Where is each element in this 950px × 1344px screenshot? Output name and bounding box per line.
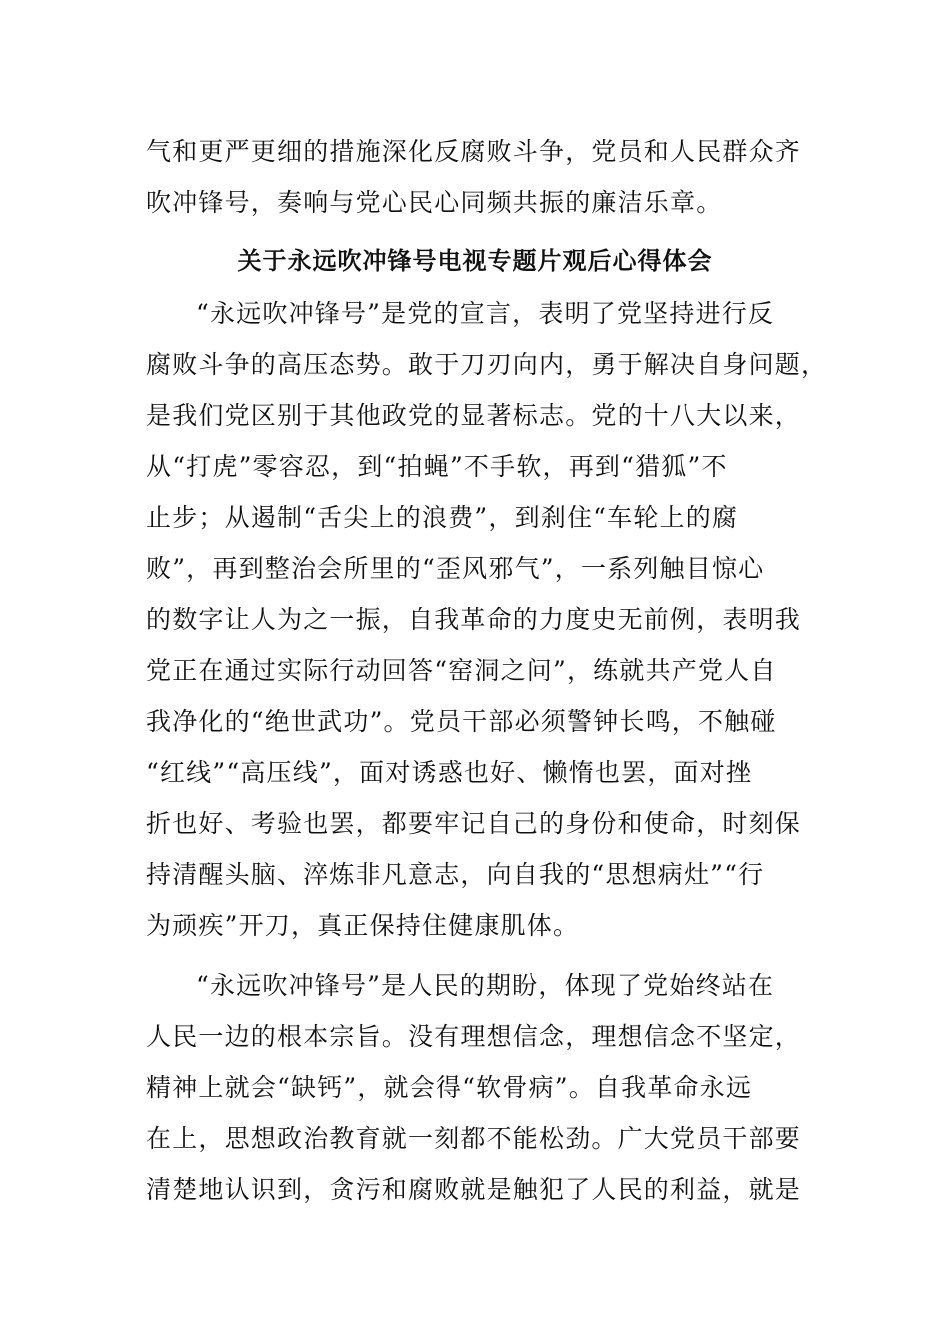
- text-line: 持清醒头脑、淬炼非凡意志，向自我的“思想病灶”“行: [146, 860, 765, 889]
- text-line: 从“打虎”零容忍，到“拍蝇”不手软，再到“猎狐”不: [146, 452, 728, 481]
- text-line: 清楚地认识到，贪污和腐败就是触犯了人民的利益，就是: [146, 1175, 802, 1204]
- article-heading: 关于永远吹冲锋号电视专题片观后心得体会: [237, 247, 713, 275]
- text-line: 为顽疾”开刀，真正保持住健康肌体。: [146, 911, 580, 940]
- text-line: 人民一边的根本宗旨。没有理想信念，理想信念不坚定，: [146, 1022, 802, 1051]
- text-line: 党正在通过实际行动回答“窑洞之问”，练就共产党人自: [146, 656, 777, 685]
- text-line: 气和更严更细的措施深化反腐败斗争，党员和人民群众齐: [146, 137, 802, 166]
- text-line: 精神上就会“缺钙”，就会得“软骨病”。自我革命永远: [146, 1073, 753, 1102]
- text-line: “红线”“高压线”，面对诱惑也好、懒惰也罢，面对挫: [146, 758, 753, 787]
- continuation-paragraph: [146, 126, 802, 228]
- text-line: 止步；从遏制“舌尖上的浪费”，到刹住“车轮上的腐: [146, 503, 739, 532]
- text-line: 是我们党区别于其他政党的显著标志。党的十八大以来，: [146, 401, 802, 430]
- text-line: 败”，再到整治会所里的“歪风邪气”，一系列触目惊心: [146, 554, 765, 583]
- text-line: 在上，思想政治教育就一刻都不能松劲。广大党员干部要: [146, 1124, 802, 1153]
- paragraph-2: [146, 960, 802, 1215]
- text-line: 吹冲锋号，奏响与党心民心同频共振的廉洁乐章。: [146, 188, 723, 217]
- text-line: 的数字让人为之一振，自我革命的力度史无前例，表明我: [146, 605, 802, 634]
- text-line: “永远吹冲锋号”是党的宣言，表明了党坚持进行反: [196, 299, 775, 328]
- text-line: “永远吹冲锋号”是人民的期盼，体现了党始终站在: [196, 971, 775, 1000]
- text-line: 我净化的“绝世武功”。党员干部必须警钟长鸣，不触碰: [146, 707, 777, 736]
- text-line: 腐败斗争的高压态势。敢于刀刃向内，勇于解决自身问题，: [146, 350, 828, 379]
- paragraph-1: [146, 288, 828, 951]
- text-line: 折也好、考验也罢，都要牢记自己的身份和使命，时刻保: [146, 809, 802, 838]
